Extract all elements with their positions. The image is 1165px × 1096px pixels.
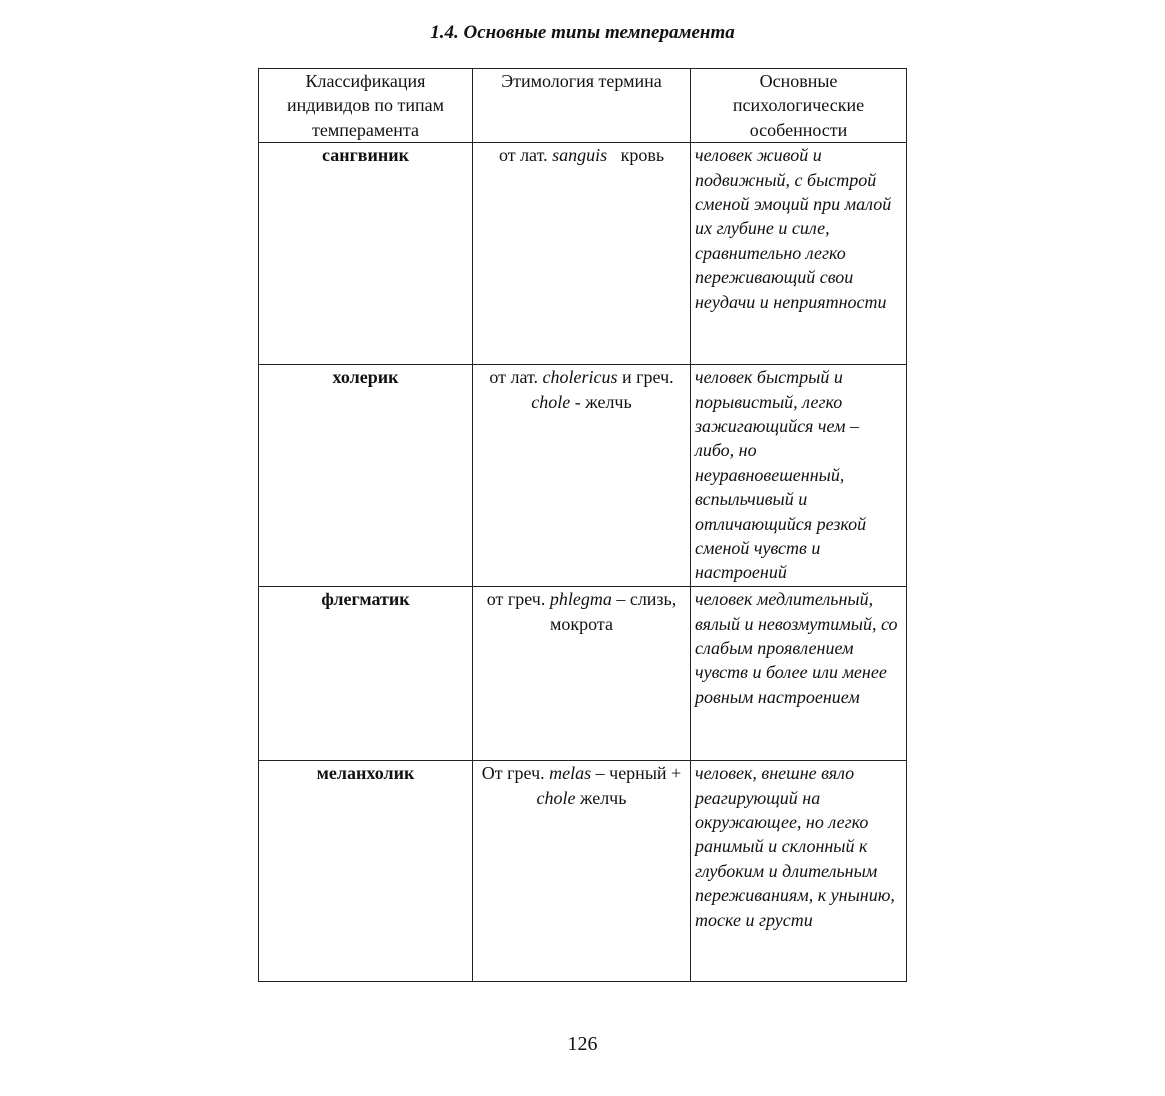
etymology-cell bbox=[473, 761, 691, 982]
description-cell: человек, внешне вяло реагирующий на окружающее, но легко ранимый и склонный к глубоким и длительным переживаниям, к унынию, тоске и грусти bbox=[691, 761, 907, 982]
etym-term: phlegma bbox=[549, 589, 612, 610]
etym-mid: – черный + bbox=[591, 763, 682, 784]
etym-term: melas bbox=[549, 763, 592, 784]
header-features: Основные психологические особенности bbox=[691, 69, 907, 143]
temperament-table bbox=[258, 68, 907, 982]
description-cell: человек быстрый и порывистый, легко зажигающийся чем – либо, но неуравновешенный, вспыльчивый и отличающийся резкой сменой чувств и настроений bbox=[691, 365, 907, 587]
etym-suffix: - желчь bbox=[570, 391, 632, 412]
type-cell: сангвиник bbox=[259, 143, 473, 365]
description-cell: человек живой и подвижный, с быстрой сменой эмоций при малой их глубине и силе, сравнительно легко переживающий свои неудачи и неприятности bbox=[691, 143, 907, 365]
table-header-row bbox=[259, 69, 907, 143]
etymology-cell bbox=[473, 365, 691, 587]
table-row bbox=[259, 365, 907, 587]
etym-term-2: chole bbox=[531, 391, 571, 412]
table-row bbox=[259, 143, 907, 365]
table-row bbox=[259, 761, 907, 982]
etym-prefix: от греч. bbox=[486, 589, 550, 610]
etym-suffix: желчь bbox=[575, 787, 627, 808]
etym-suffix: кровь bbox=[607, 145, 665, 166]
description-cell: человек медлительный, вялый и невозмутимый, со слабым проявлением чувств и более или менее ровным настроением bbox=[691, 587, 907, 761]
etym-prefix: От греч. bbox=[481, 763, 550, 784]
etym-mid: и греч. bbox=[617, 367, 674, 388]
page-title: 1.4. Основные типы темперамента bbox=[430, 22, 735, 43]
etymology-cell bbox=[473, 143, 691, 365]
table-row bbox=[259, 587, 907, 761]
etymology-cell bbox=[473, 587, 691, 761]
etym-suffix: – слизь, мокрота bbox=[550, 589, 677, 634]
header-classification: Классификация индивидов по типам темперамента bbox=[259, 69, 473, 143]
etym-term: cholericus bbox=[542, 367, 618, 388]
etym-prefix: от лат. bbox=[498, 145, 553, 166]
etym-term: sanguis bbox=[552, 145, 608, 166]
etym-prefix: от лат. bbox=[489, 367, 543, 388]
page-number: 126 bbox=[567, 1033, 598, 1055]
type-cell: флегматик bbox=[259, 587, 473, 761]
type-cell: холерик bbox=[259, 365, 473, 587]
etym-term-2: chole bbox=[536, 787, 576, 808]
header-etymology: Этимология термина bbox=[473, 69, 691, 143]
type-cell: меланхолик bbox=[259, 761, 473, 982]
